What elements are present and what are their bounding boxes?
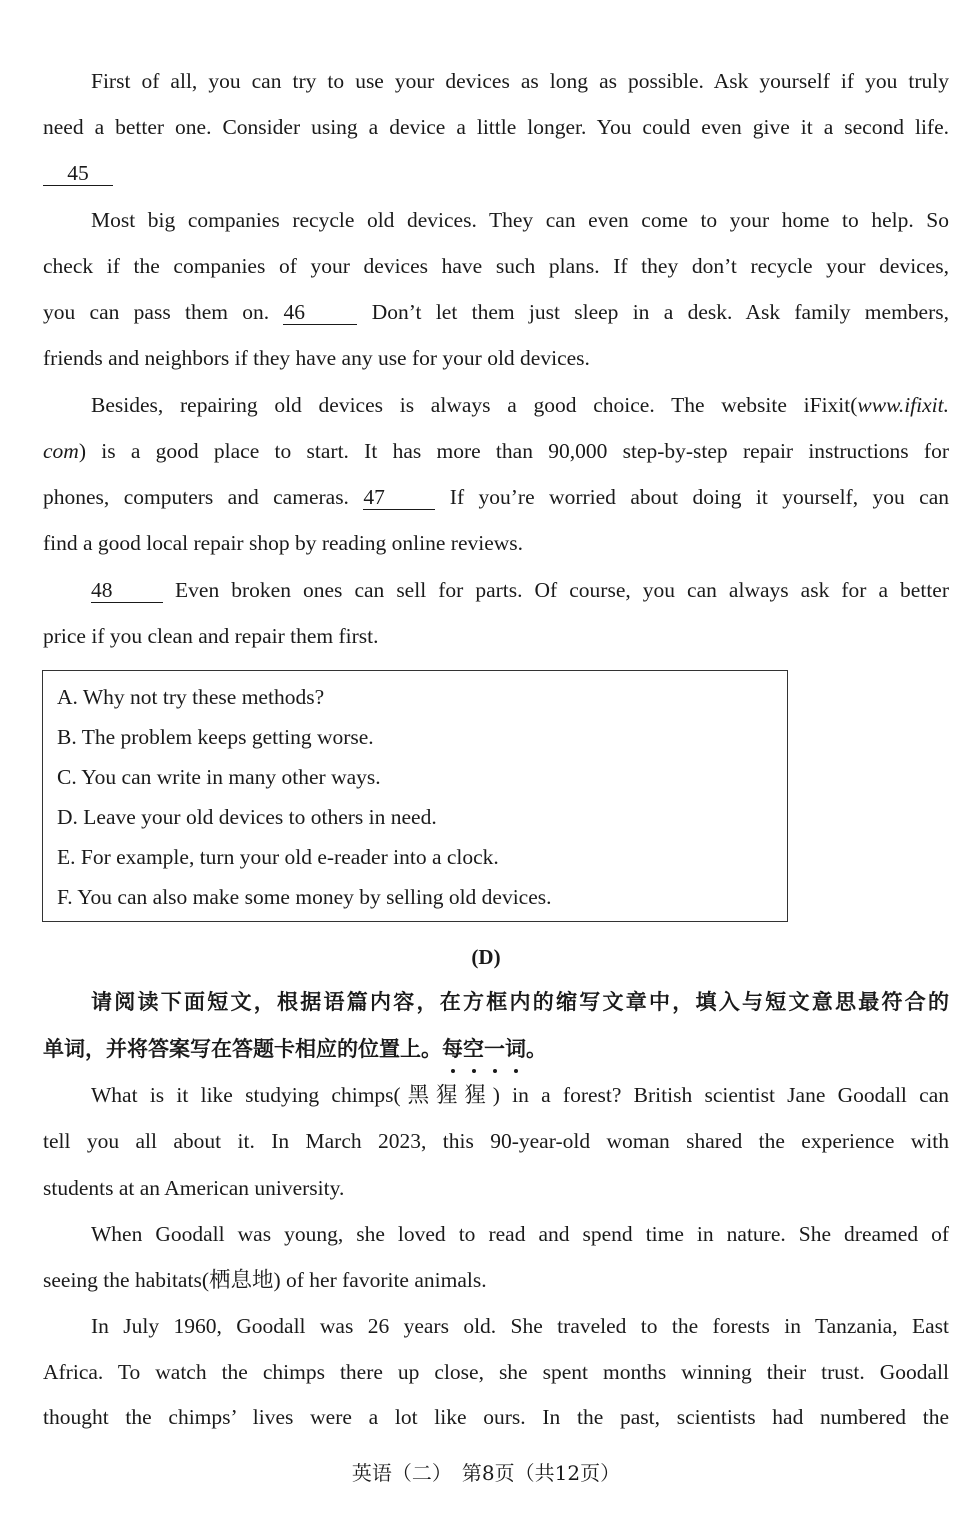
d-p2-line1: When Goodall was young, she loved to read and spend time in nature. She dreamed of <box>91 1222 949 1246</box>
p3-line2 <box>43 436 949 466</box>
emphasis-char: 词 <box>505 1034 526 1064</box>
d-p1-line3: students at an American university. <box>43 1176 345 1200</box>
instructions-line2-pre: 单词，并将答案写在答题卡相应的位置上。 <box>43 1037 442 1061</box>
option-d: D. Leave your old devices to others in need. <box>57 805 437 829</box>
option-b: B. The problem keeps getting worse. <box>57 725 374 749</box>
answer-blank-48: 48 <box>91 578 163 603</box>
p2-line1: Most big companies recycle old devices. They can even come to your home to help. So <box>91 208 949 232</box>
p3-line3-pre: phones, computers and cameras. <box>43 485 349 509</box>
instructions-line2-end: 。 <box>526 1037 547 1061</box>
d-p1-line2: tell you all about it. In March 2023, this 90-year-old woman shared the experience with <box>43 1129 949 1153</box>
p1-line1: First of all, you can try to use your devices as long as possible. Ask yourself if you truly <box>91 69 949 93</box>
option-f: F. You can also make some money by selling old devices. <box>57 885 552 909</box>
p2-line3-pre: you can pass them on. <box>43 300 270 324</box>
p4-line1 <box>91 575 949 605</box>
p3-url-part1: www.ifixit. <box>857 393 949 417</box>
option-a: A. Why not try these methods? <box>57 685 325 709</box>
instructions-line2 <box>43 1034 949 1064</box>
p2-line4: friends and neighbors if they have any use for your old devices. <box>43 346 590 370</box>
p3-line2-post: ) is a good place to start. It has more than 90,000 step-by-step repair instructions for <box>78 439 949 463</box>
emphasis-char: 每 <box>442 1034 463 1064</box>
p3-line3 <box>43 482 949 512</box>
p2-line2: check if the companies of your devices have such plans. If they don’t recycle your devices, <box>43 254 949 278</box>
emphasis-char: 空 <box>463 1034 484 1064</box>
option-c: C. You can write in many other ways. <box>57 765 381 789</box>
options-box <box>42 670 788 922</box>
answer-blank-45: 45 <box>43 161 113 186</box>
d-p3-line1: In July 1960, Goodall was 26 years old. She traveled to the forests in Tanzania, East <box>91 1314 949 1338</box>
emphasis-one-word-per-blank <box>442 1037 526 1061</box>
answer-blank-47: 47 <box>363 485 435 510</box>
option-e: E. For example, turn your old e-reader into a clock. <box>57 845 499 869</box>
d-p2-line2: seeing the habitats(栖息地) of her favorite animals. <box>43 1268 487 1292</box>
d-p3-line2: Africa. To watch the chimps there up close, she spent months winning their trust. Goodall <box>43 1360 949 1384</box>
p4-line1-post: Even broken ones can sell for parts. Of course, you can always ask for a better <box>175 578 949 602</box>
emphasis-char: 一 <box>484 1034 505 1064</box>
p2-line3-post: Don’t let them just sleep in a desk. Ask family members, <box>371 300 949 324</box>
p3-url-part2: com <box>43 439 79 463</box>
d-p3-line3: thought the chimps’ lives were a lot like ours. In the past, scientists had numbered the <box>43 1405 949 1429</box>
d-p1-line1: What is it like studying chimps(黑猩猩) in a forest? British scientist Jane Goodall can <box>91 1083 949 1107</box>
p4-line2: price if you clean and repair them first. <box>43 624 379 648</box>
p3-line1-pre: Besides, repairing old devices is always a good choice. The website iFixit( <box>91 393 858 417</box>
page-footer: 英语（二） 第8页（共12页） <box>351 1461 621 1485</box>
p3-line4: find a good local repair shop by reading online reviews. <box>43 531 524 555</box>
section-d-heading: (D) <box>471 945 501 969</box>
p1-line3 <box>43 158 949 188</box>
p3-line1 <box>91 390 949 420</box>
answer-blank-46: 46 <box>283 300 357 325</box>
p3-line3-post: If you’re worried about doing it yourself, you can <box>449 485 950 509</box>
instructions-line1: 请阅读下面短文，根据语篇内容，在方框内的缩写文章中，填入与短文意思最符合的 <box>91 990 949 1014</box>
p1-line2: need a better one. Consider using a device a little longer. You could even give it a second life. <box>43 115 949 139</box>
p2-line3 <box>43 297 949 327</box>
